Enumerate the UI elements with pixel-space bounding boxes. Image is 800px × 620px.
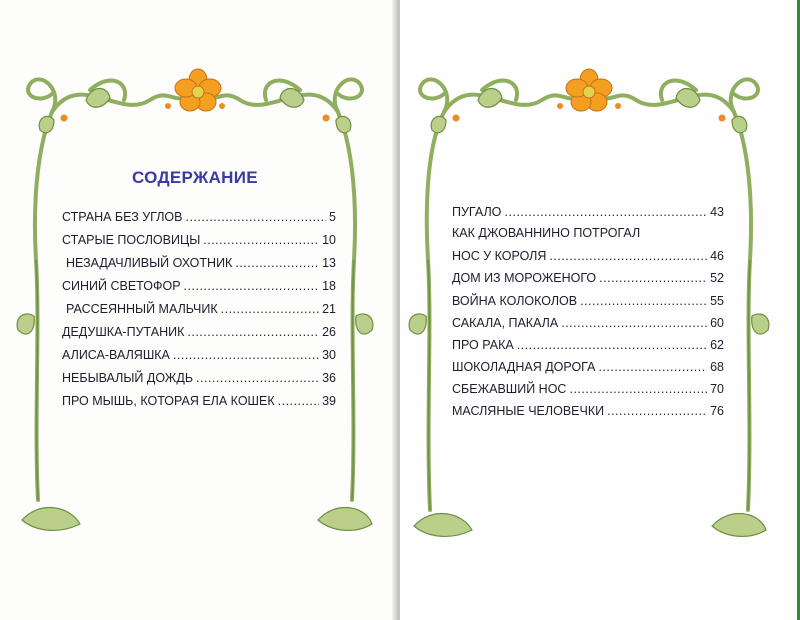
- toc-entry: САКАЛА, ПАКАЛА ..... 60: [452, 316, 724, 330]
- flower-ornament-icon: [175, 69, 221, 111]
- leaf-icon: [39, 116, 54, 132]
- toc-entry: ПРО МЫШЬ, КОТОРАЯ ЕЛА КОШЕК ..... 39: [62, 394, 336, 408]
- toc-entry: МАСЛЯНЫЕ ЧЕЛОВЕЧКИ ..... 76: [452, 404, 724, 418]
- page-title: СОДЕРЖАНИЕ: [132, 168, 258, 187]
- toc-entry: ПРО РАКА ..... 62: [452, 338, 724, 352]
- toc-entry: ДЕДУШКА-ПУТАНИК ..... 26: [62, 325, 336, 339]
- toc-entry: ДОМ ИЗ МОРОЖЕНОГО ..... 52: [452, 271, 724, 285]
- toc-entry: СТАРЫЕ ПОСЛОВИЦЫ ..... 10: [62, 233, 336, 247]
- flower-ornament-icon: [566, 69, 612, 111]
- leaf-icon: [414, 514, 472, 537]
- leaf-icon: [712, 514, 766, 537]
- leaf-icon: [17, 314, 34, 334]
- toc-entry: ВОЙНА КОЛОКОЛОВ ..... 55: [452, 294, 724, 308]
- toc-entry: НЕБЫВАЛЫЙ ДОЖДЬ ..... 36: [62, 371, 336, 385]
- leaf-icon: [431, 116, 446, 132]
- toc-entry: СИНИЙ СВЕТОФОР ..... 18: [62, 279, 336, 293]
- leaf-icon: [336, 116, 351, 132]
- toc-entry: НОС У КОРОЛЯ ..... 46: [452, 249, 724, 263]
- toc-entry: НЕЗАДАЧЛИВЫЙ ОХОТНИК ..... 13: [66, 256, 336, 270]
- leaf-icon: [752, 314, 769, 334]
- leaf-icon: [732, 116, 747, 132]
- leaf-icon: [409, 314, 426, 334]
- toc-entry: СТРАНА БЕЗ УГЛОВ ..... 5: [62, 210, 336, 224]
- toc-entry: РАССЕЯННЫЙ МАЛЬЧИК ..... 21: [66, 302, 336, 316]
- leaf-icon: [356, 314, 373, 334]
- vine-frame-right: [400, 0, 800, 620]
- left-page: [0, 0, 396, 620]
- toc-entry: ПУГАЛО ..... 43: [452, 205, 724, 219]
- toc-entry: АЛИСА-ВАЛЯШКА ..... 30: [62, 348, 336, 362]
- toc-entry: КАК ДЖОВАННИНО ПОТРОГАЛ: [452, 226, 641, 240]
- toc-entry: ШОКОЛАДНАЯ ДОРОГА ..... 68: [452, 360, 724, 374]
- leaf-icon: [22, 508, 80, 531]
- leaf-icon: [318, 508, 372, 531]
- toc-entry: СБЕЖАВШИЙ НОС ..... 70: [452, 382, 724, 396]
- right-page: [400, 0, 800, 620]
